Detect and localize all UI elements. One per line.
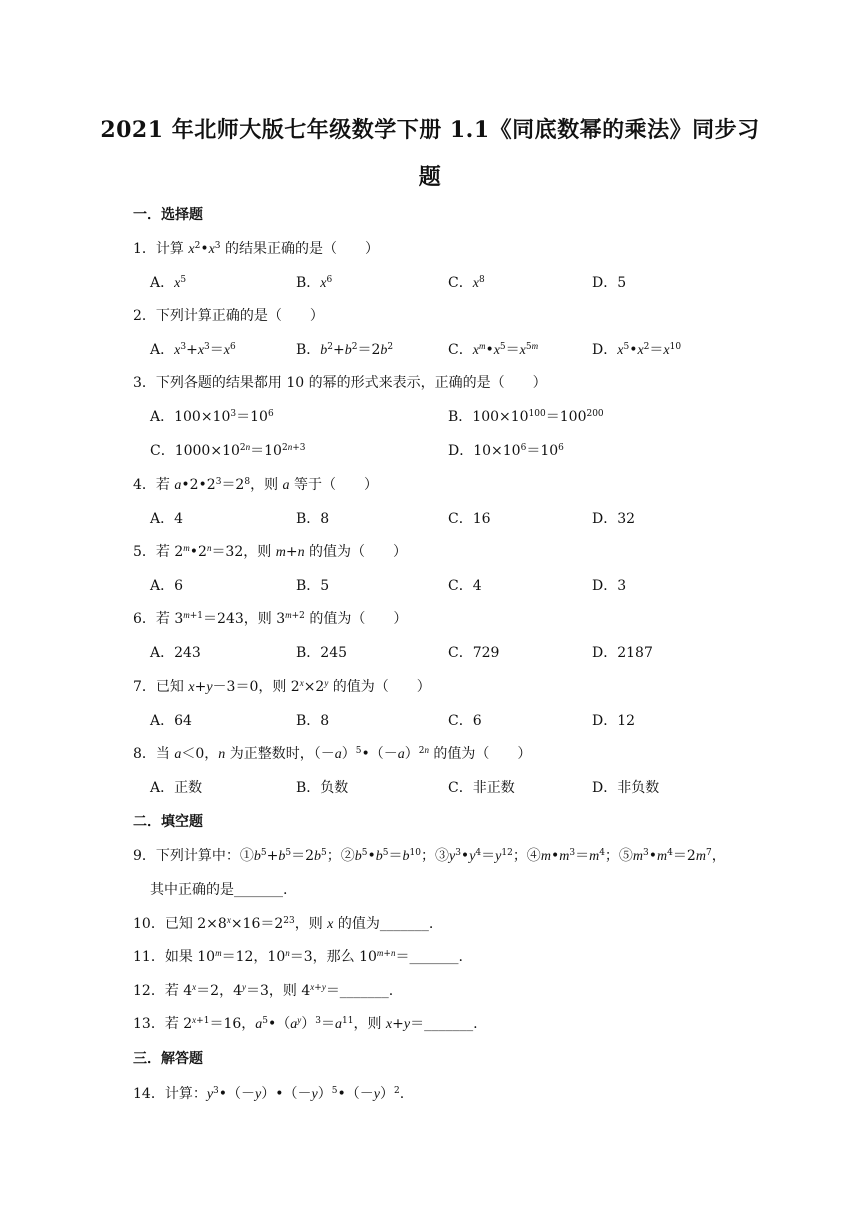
question-8-option-c: C．非正数 bbox=[448, 780, 515, 796]
question-5-option-b: B．5 bbox=[296, 578, 330, 594]
question-8-option-d: D．非负数 bbox=[592, 780, 660, 796]
question-5-stem: 5．若 $2^m•2^n=32$，则 m+n 的值为（ ） bbox=[133, 543, 408, 560]
question-6-option-c: C．729 bbox=[448, 645, 500, 661]
question-6-option-a: A．243 bbox=[150, 645, 201, 661]
question-3-option-c: C．$1000\times 10^{2n}=10^{2n+3}$ bbox=[150, 442, 306, 459]
question-8-option-a: A．正数 bbox=[150, 780, 203, 796]
question-1-option-a: A．$x^5$ bbox=[150, 275, 187, 291]
question-8-option-b: B．负数 bbox=[296, 780, 349, 796]
question-6-option-d: D．2187 bbox=[592, 645, 653, 661]
question-5-option-a: A．6 bbox=[150, 578, 184, 594]
question-12-stem: 12．若 $4^x=2$，$4^y=3$，则 $4^{x+y}=\_\_\_\_\_\_\_$. bbox=[133, 982, 394, 999]
question-4-stem: 4．若 $a•2•2^3=2^8$，则 a 等于（ ） bbox=[133, 477, 378, 493]
question-9-continuation: 其中正确的是_______. bbox=[150, 882, 288, 898]
question-7-option-b: B．8 bbox=[296, 713, 330, 729]
question-13-stem: 13．若 $2^{x+1}=16$，$a^5•(a^y)^3=a^{11}$，则 x+y＝_______. bbox=[133, 1015, 478, 1032]
question-2-stem: 2．下列计算正确的是（ ） bbox=[133, 308, 324, 324]
question-1-option-c: C．$x^8$ bbox=[448, 275, 485, 291]
question-3-option-d: D．$10\times 10^6=10^6$ bbox=[448, 443, 564, 459]
question-5-option-c: C．4 bbox=[448, 578, 482, 594]
question-6-option-b: B．245 bbox=[296, 645, 348, 661]
document-title-line1: 2021 年北师大版七年级数学下册 1.1《同底数幂的乘法》同步习 bbox=[100, 117, 760, 143]
question-5-option-d: D．3 bbox=[592, 578, 627, 594]
question-2-option-b: B．$b^2+b^2=2b^2$ bbox=[296, 342, 394, 358]
question-4-option-a: A．4 bbox=[150, 511, 184, 527]
question-10-stem: 10．已知 $2\times 8^x\times 16=2^{23}$，则 x 的值为_______. bbox=[133, 915, 434, 932]
question-9-stem: 9．下列计算中：$①b^5+b^5=2b^5$；$②b^5•b^5=b^{10}$；$③y^3•y^4=y^{12}$；$④m•m^3=m^4$；$⑤m^3•m^4=2m^7$， bbox=[133, 848, 726, 864]
question-4-option-b: B．8 bbox=[296, 511, 330, 527]
question-1-text: 1．计算 $x^2•x^3$ 的结果正确的是（ ） bbox=[133, 241, 379, 257]
section-heading-solve: 三．解答题 bbox=[133, 1051, 203, 1067]
question-1-option-b: B．$x^6$ bbox=[296, 275, 333, 291]
section-heading-fill: 二．填空题 bbox=[133, 814, 203, 830]
question-2-option-c: C．$x^m•x^5=x^{5m}$ bbox=[448, 341, 539, 358]
question-7-option-d: D．12 bbox=[592, 713, 636, 729]
question-7-option-a: A．64 bbox=[150, 713, 192, 729]
question-2-option-a: A．$x^3+x^3=x^6$ bbox=[150, 342, 236, 358]
question-7-option-c: C．6 bbox=[448, 713, 482, 729]
question-7-stem: 7．已知 x+y－3＝0，则 $2^x\times 2^y$ 的值为（ ） bbox=[133, 678, 431, 695]
question-14-stem: 14．计算：$y^3•(-y)•(-y)^5•(-y)^2$. bbox=[133, 1086, 405, 1102]
question-2-option-d: D．$x^5•x^2=x^{10}$ bbox=[592, 342, 682, 358]
question-1-stem bbox=[133, 238, 379, 258]
question-6-stem: 6．若 $3^{m+1}=243$，则 $3^{m+2}$ 的值为（ ） bbox=[133, 610, 408, 627]
question-3-stem: 3．下列各题的结果都用 10 的幂的形式来表示，正确的是（ ） bbox=[133, 375, 547, 391]
question-4-option-d: D．32 bbox=[592, 511, 636, 527]
question-4-option-c: C．16 bbox=[448, 511, 491, 527]
question-11-stem: 11．如果 $10^m=12$，$10^n=3$，那么 $10^{m+n}=\_\_\_\_\_\_\_$. bbox=[133, 948, 463, 965]
question-1-option-d: D．5 bbox=[592, 275, 627, 291]
question-3-option-a: A．$100\times 10^3=10^6$ bbox=[150, 409, 274, 425]
document-title-line2: 题 bbox=[418, 164, 442, 190]
question-8-stem: 8．当 a＜0，n 为正整数时，$(-a)^5•(-a)^{2n}$ 的值为（ ） bbox=[133, 745, 532, 762]
question-3-option-b: B．$100\times 10^{100}=100^{200}$ bbox=[448, 409, 604, 425]
section-heading-choice: 一．选择题 bbox=[133, 207, 203, 223]
